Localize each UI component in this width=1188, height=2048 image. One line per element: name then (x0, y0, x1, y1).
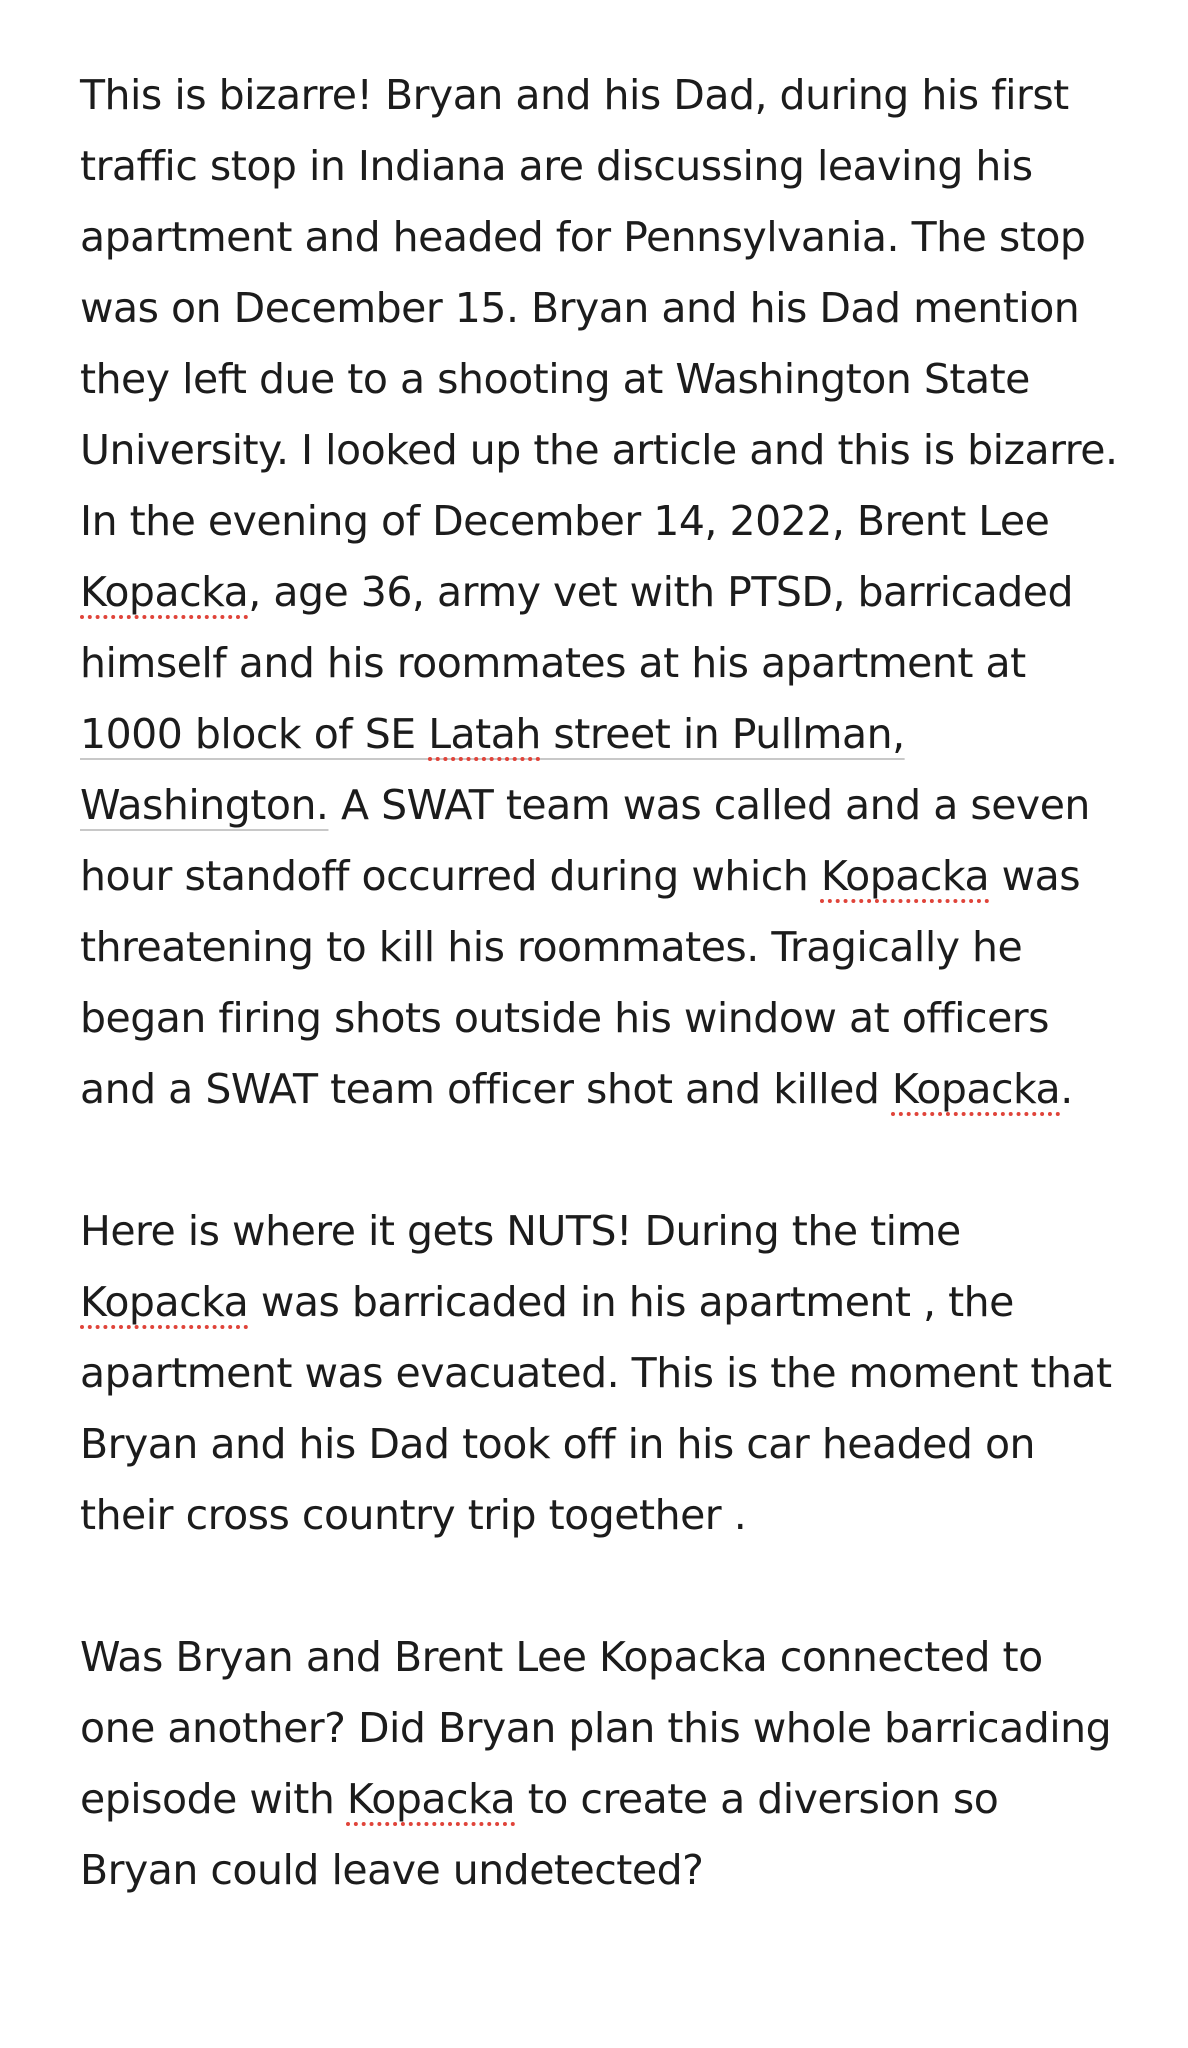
note-body[interactable] (80, 60, 1120, 1906)
paragraph-gap (80, 1125, 1120, 1196)
misspelled-word[interactable]: Kopacka (820, 852, 990, 900)
paragraph-gap (80, 1551, 1120, 1622)
text-run: Was Bryan and Brent Lee Kopacka connected to one another? Did Bryan plan this whole barricading episode with (80, 1633, 1112, 1823)
text-run: This is bizarre! Bryan and his Dad, during his first traffic stop in Indiana are discussing leaving his apartment and headed for Pennsylvania. The stop was on December 15. Bryan and his Dad mention they left due to a shooting at Washington State University. I looked up the article and this is bizarre. In the evening of December 14, 2022, Brent Lee (80, 71, 1118, 545)
link-text[interactable]: street in Pullman, Washington. (80, 710, 905, 829)
paragraph-3 (80, 1622, 1120, 1906)
misspelled-word[interactable]: Kopacka (891, 1065, 1061, 1113)
text-run: was threatening to kill his roommates. Tragically he began firing shots outside his window at officers and a SWAT team officer shot and killed (80, 852, 1081, 1113)
misspelled-word[interactable]: Kopacka (346, 1775, 516, 1823)
text-run: . (1060, 1065, 1073, 1113)
text-run: to create a diversion so Bryan could leave undetected? (80, 1775, 999, 1894)
misspelled-word[interactable]: Kopacka (80, 568, 249, 616)
text-run: Here is where it gets NUTS! During the time (80, 1207, 961, 1255)
misspelled-word[interactable]: Latah (428, 710, 541, 758)
text-run: A SWAT team was called and a seven hour standoff occurred during which (80, 781, 1090, 900)
misspelled-word[interactable]: Kopacka (80, 1278, 249, 1326)
text-run: was barricaded in his apartment , the apartment was evacuated. This is the moment that Bryan and his Dad took off in his car headed on their cross country trip together . (80, 1278, 1112, 1539)
text-run: , age 36, army vet with PTSD, barricaded himself and his roommates at his apartment at (80, 568, 1074, 687)
paragraph-1 (80, 60, 1120, 1125)
link-text[interactable]: 1000 block of SE (80, 710, 429, 758)
paragraph-2 (80, 1196, 1120, 1551)
